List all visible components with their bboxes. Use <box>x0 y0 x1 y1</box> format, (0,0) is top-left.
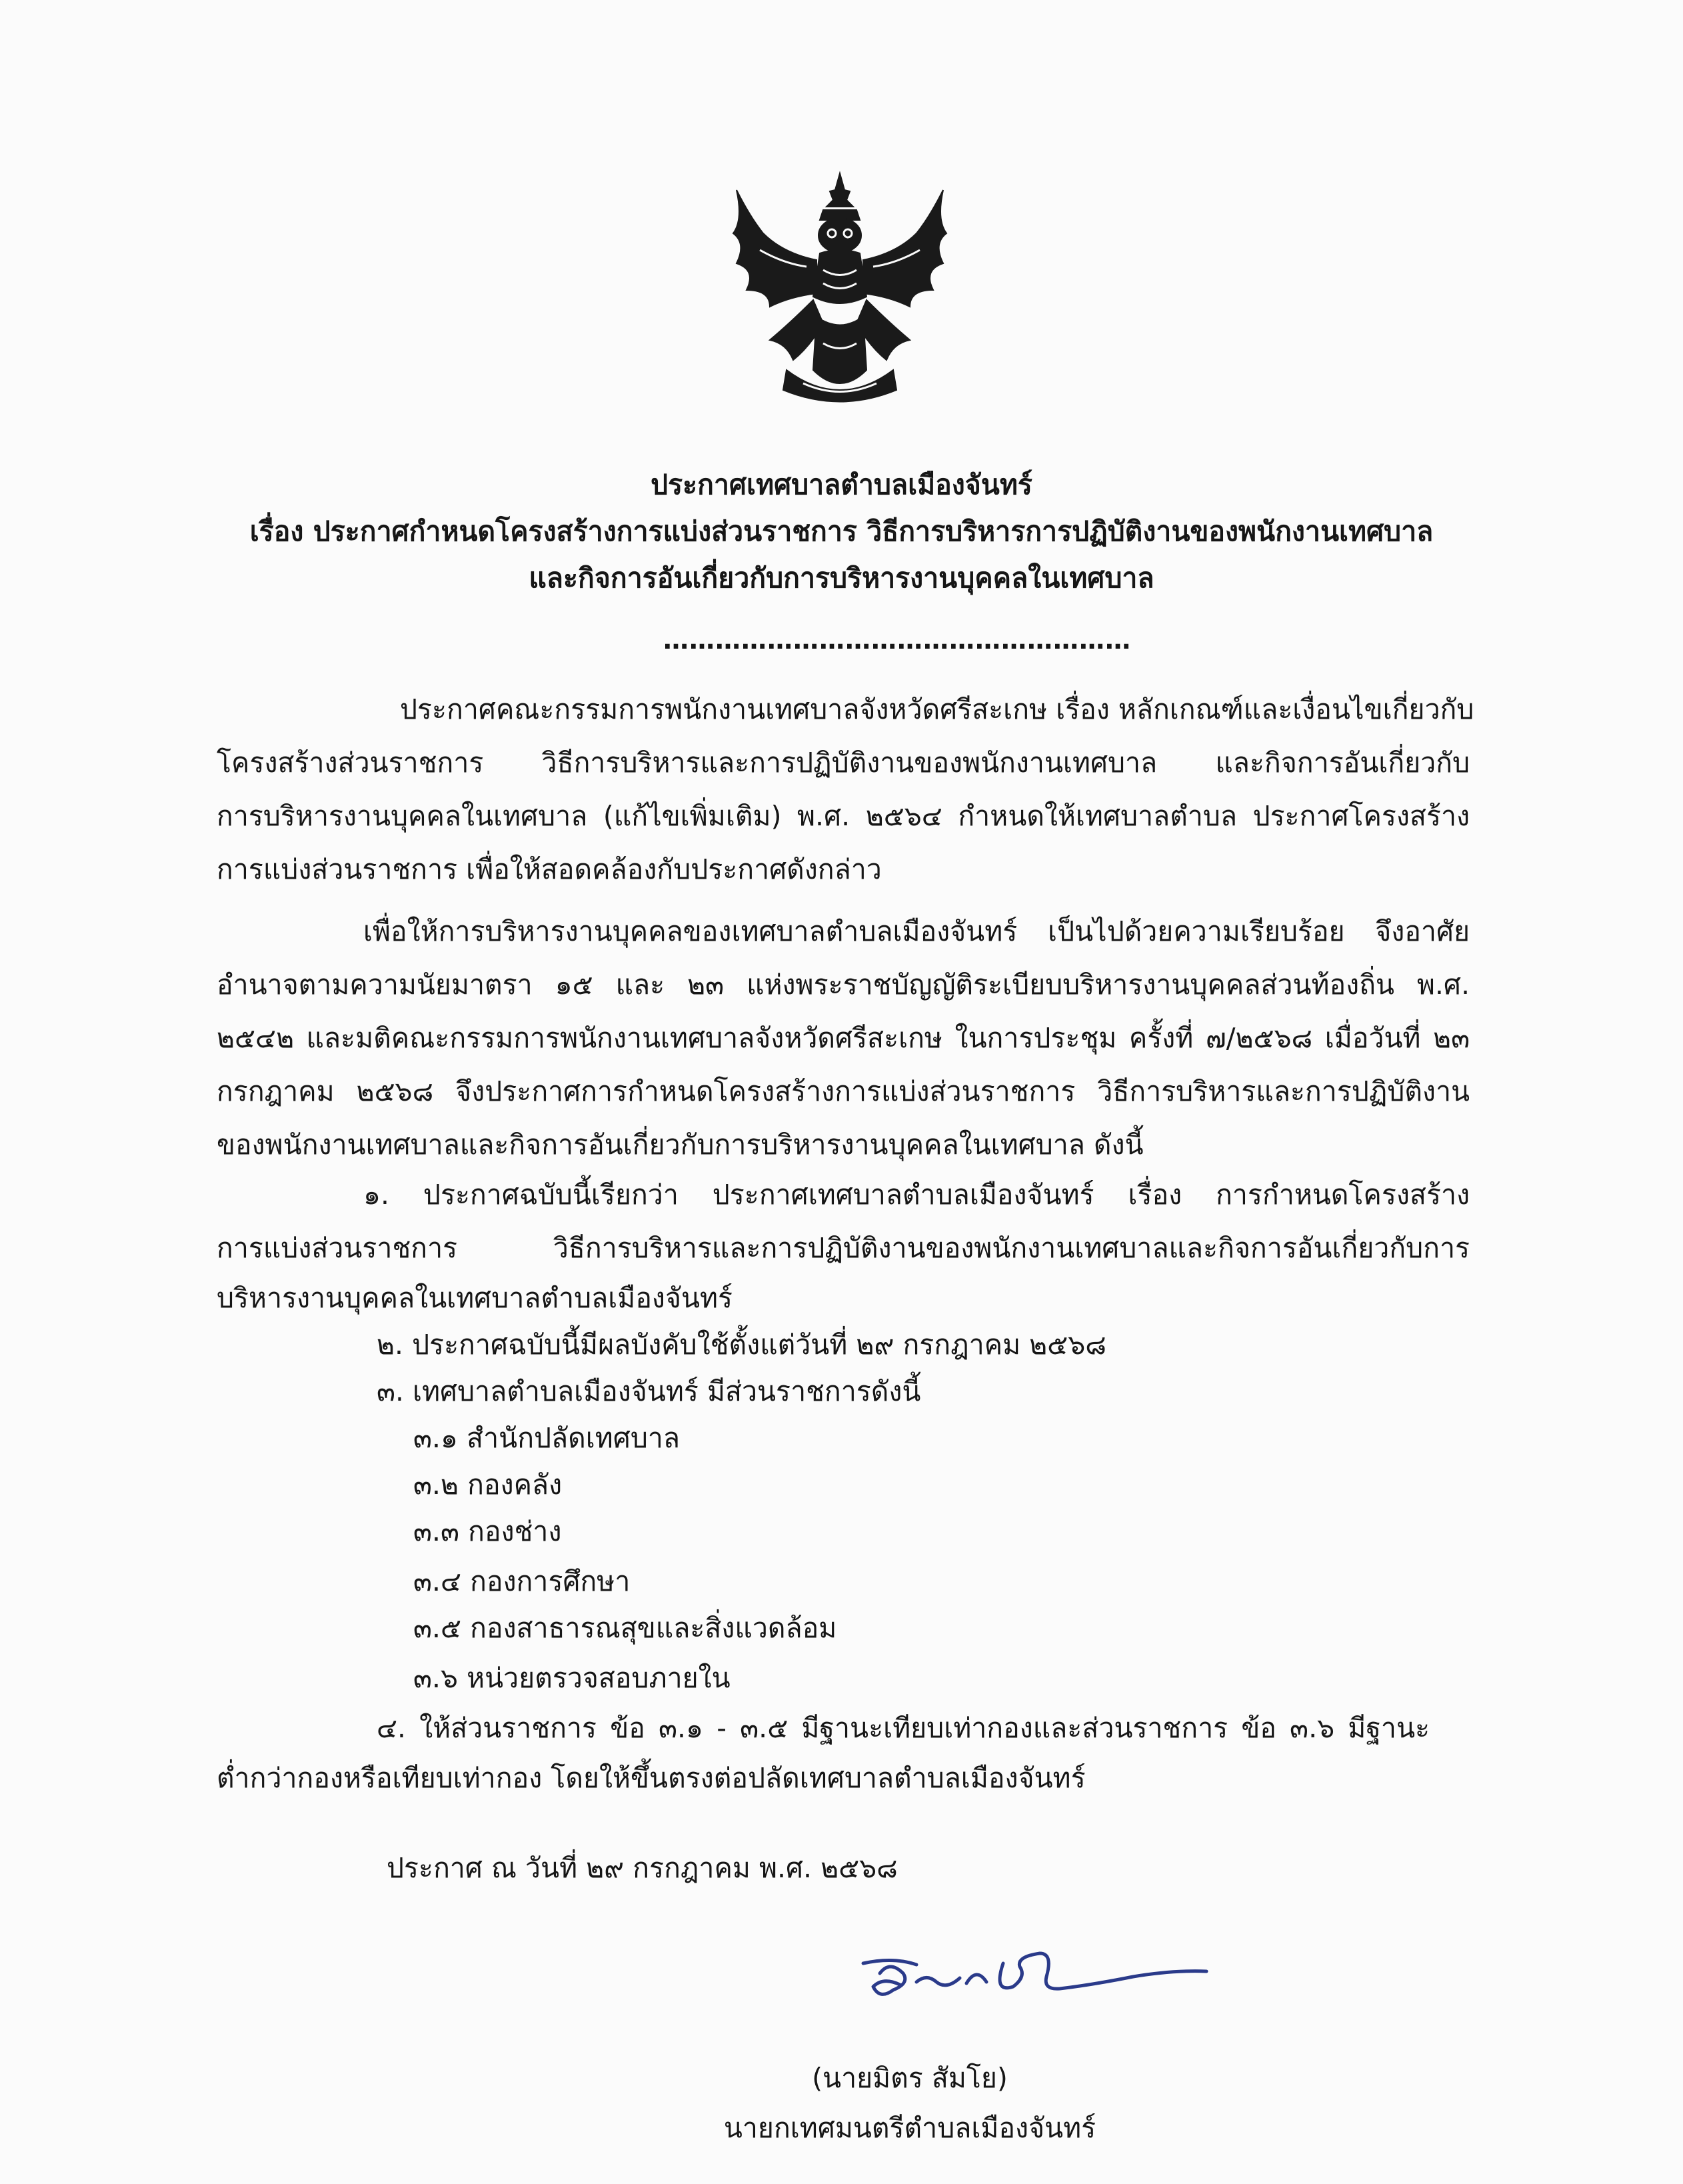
para2-line: กรกฎาคม ๒๕๖๘ จึงประกาศการกำหนดโครงสร้างการแบ่งส่วนราชการ วิธีการบริหารและการปฏิบัติงาน <box>217 1075 1470 1107</box>
para2-line: ๒๕๔๒ และมติคณะกรรมการพนักงานเทศบาลจังหวัดศรีสะเกษ ในการประชุม ครั้งที่ ๗/๒๕๖๘ เมื่อวันที่ ๒๓ <box>217 1022 1470 1054</box>
para2-line: เพื่อให้การบริหารงานบุคคลของเทศบาลตำบลเมืองจันทร์ เป็นไปด้วยความเรียบร้อย จึงอาศัย <box>363 915 1470 947</box>
subject-line-1: เรื่อง ประกาศกำหนดโครงสร้างการแบ่งส่วนราชการ วิธีการบริหารการปฏิบัติงานของพนักงานเทศบาล <box>249 515 1434 547</box>
subitem: ๓.๑ สำนักปลัดเทศบาล <box>413 1422 681 1454</box>
item1-line: ๑. ประกาศฉบับนี้เรียกว่า ประกาศเทศบาลตำบลเมืองจันทร์ เรื่อง การกำหนดโครงสร้าง <box>363 1179 1470 1211</box>
para2-line: ของพนักงานเทศบาลและกิจการอันเกี่ยวกับการบริหารงานบุคคลในเทศบาล ดังนี้ <box>217 1129 1144 1161</box>
item3: ๓. เทศบาลตำบลเมืองจันทร์ มีส่วนราชการดังนี้ <box>377 1375 921 1407</box>
page-title: ประกาศเทศบาลตำบลเมืองจันทร์ <box>651 469 1032 501</box>
signer-position: นายกเทศมนตรีตำบลเมืองจันทร์ <box>723 2112 1096 2144</box>
para2-line: อำนาจตามความนัยมาตรา ๑๕ และ ๒๓ แห่งพระราชบัญญัติระเบียบบริหารงานบุคคลส่วนท้องถิ่น พ.ศ. <box>217 969 1470 1001</box>
item2: ๒. ประกาศฉบับนี้มีผลบังคับใช้ตั้งแต่วันที่ ๒๙ กรกฎาคม ๒๕๖๘ <box>377 1329 1106 1361</box>
item4-line: ต่ำกว่ากองหรือเทียบเท่ากอง โดยให้ขึ้นตรงต่อปลัดเทศบาลตำบลเมืองจันทร์ <box>217 1762 1086 1794</box>
garuda-emblem-icon <box>723 170 956 410</box>
signer-name: (นายมิตร สัมโย) <box>812 2062 1008 2094</box>
para1-line: โครงสร้างส่วนราชการ วิธีการบริหารและการปฏิบัติงานของพนักงานเทศบาล และกิจการอันเกี่ยวกับ <box>217 747 1470 779</box>
signature-image <box>853 1937 1213 2023</box>
subitem: ๓.๓ กองช่าง <box>413 1515 562 1547</box>
item1-line: การแบ่งส่วนราชการ วิธีการบริหารและการปฏิบัติงานของพนักงานเทศบาลและกิจการอันเกี่ยวกับการ <box>217 1232 1470 1264</box>
subject-line-2: และกิจการอันเกี่ยวกับการบริหารงานบุคคลในเทศบาล <box>529 562 1154 594</box>
subitem: ๓.๕ กองสาธารณสุขและสิ่งแวดล้อม <box>413 1612 837 1644</box>
subitem: ๓.๖ หน่วยตรวจสอบภายใน <box>413 1662 731 1694</box>
announcement-date: ประกาศ ณ วันที่ ๒๙ กรกฎาคม พ.ศ. ๒๕๖๘ <box>387 1852 898 1884</box>
header-separator: ……………………………………………… <box>663 625 1131 655</box>
para1-line: ประกาศคณะกรรมการพนักงานเทศบาลจังหวัดศรีสะเกษ เรื่อง หลักเกณฑ์และเงื่อนไขเกี่ยวกับ <box>400 693 1474 725</box>
item4-line: ๔. ให้ส่วนราชการ ข้อ ๓.๑ - ๓.๕ มีฐานะเทียบเท่ากองและส่วนราชการ ข้อ ๓.๖ มีฐานะ <box>377 1712 1430 1744</box>
item1-line: บริหารงานบุคคลในเทศบาลตำบลเมืองจันทร์ <box>217 1282 733 1314</box>
subitem: ๓.๔ กองการศึกษา <box>413 1565 631 1597</box>
para1-line: การแบ่งส่วนราชการ เพื่อให้สอดคล้องกับประกาศดังกล่าว <box>217 853 882 885</box>
subitem: ๓.๒ กองคลัง <box>413 1469 563 1501</box>
para1-line: การบริหารงานบุคคลในเทศบาล (แก้ไขเพิ่มเติม) พ.ศ. ๒๕๖๔ กำหนดให้เทศบาลตำบล ประกาศโครงสร้าง <box>217 800 1470 832</box>
